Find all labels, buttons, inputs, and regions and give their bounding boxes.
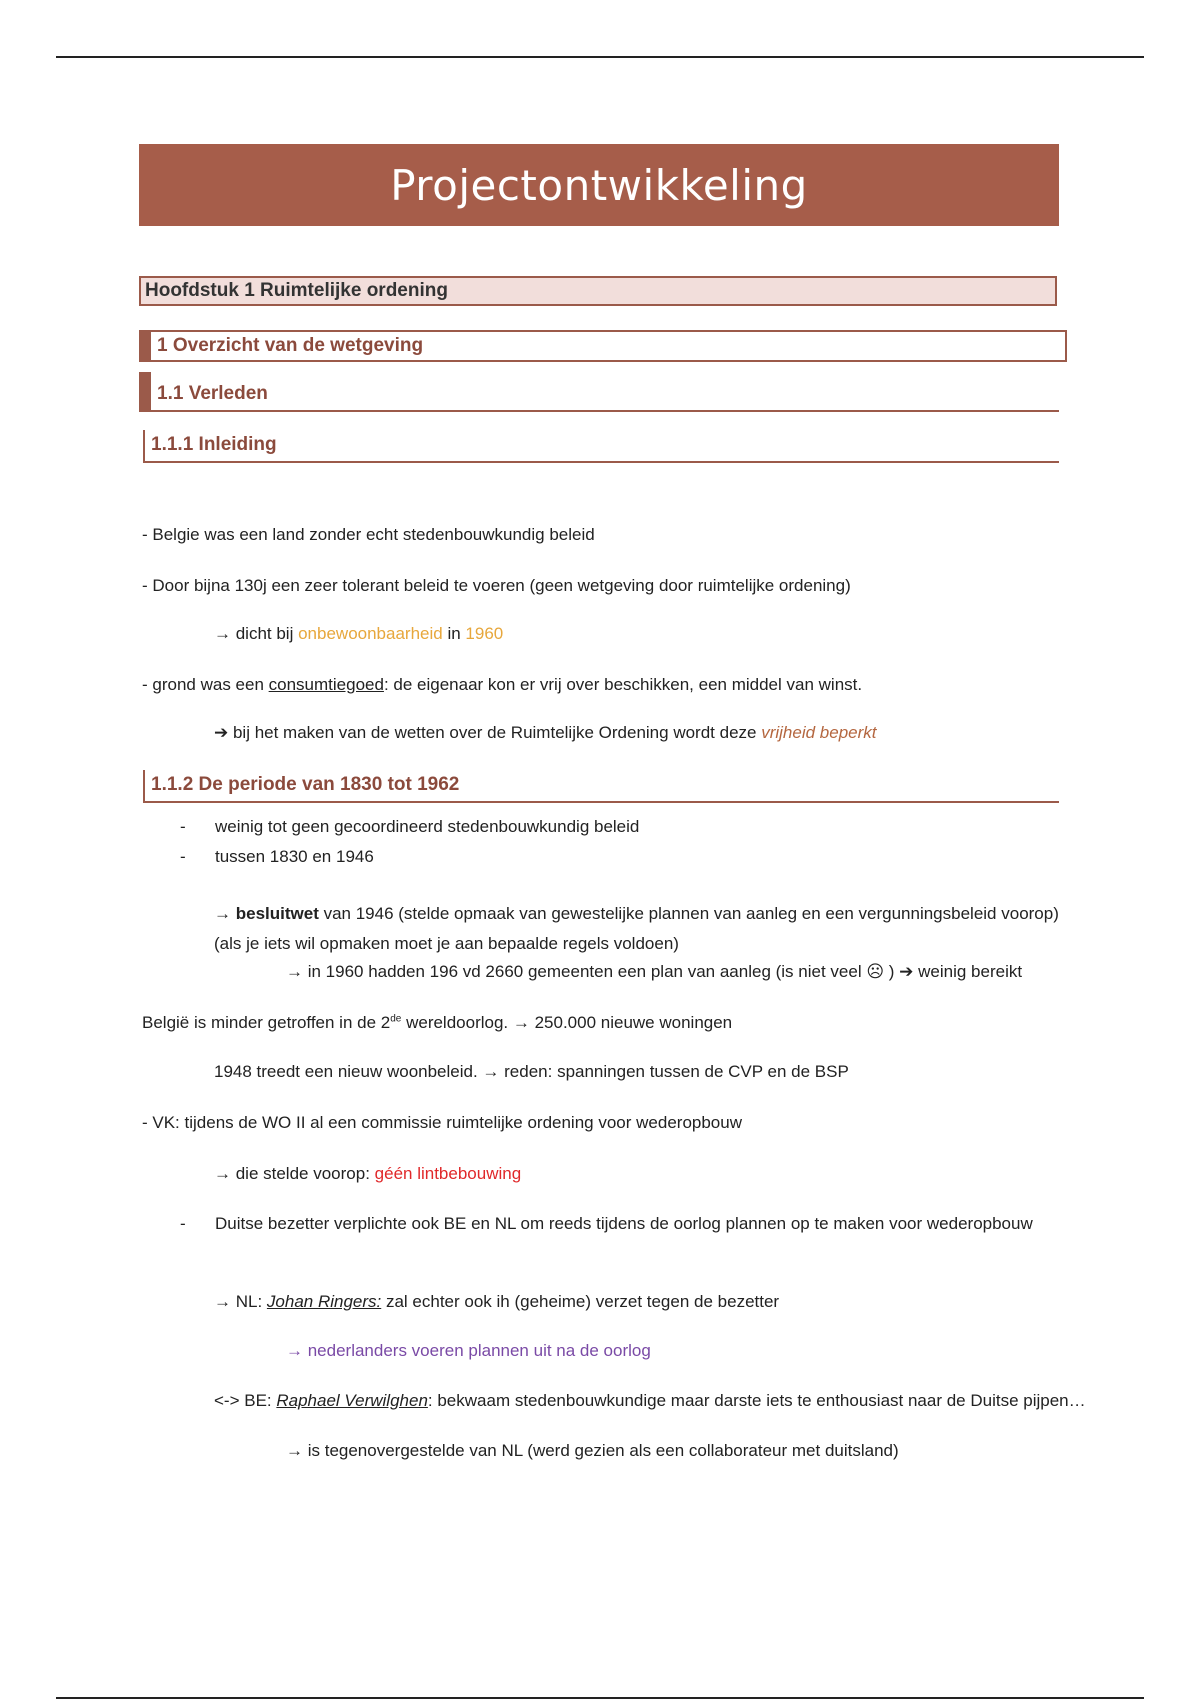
- line-onbewoonbaar: → dicht bij onbewoonbaarheid in 1960: [214, 624, 504, 643]
- line-verwilghen: <-> BE: Raphael Verwilghen: bekwaam stedenbouwkundige maar darste iets te enthousiast naar de Duitse pijpen…: [214, 1391, 1086, 1410]
- bottom-rule: [56, 1697, 1144, 1699]
- bullet-dash: -: [180, 1214, 186, 1233]
- line-regels: (als je iets wil opmaken moet je aan bepaalde regels voldoen): [214, 934, 679, 953]
- bullet-tussen: tussen 1830 en 1946: [215, 847, 374, 866]
- section-heading-1-1-1: 1.1.1 Inleiding: [143, 430, 1059, 463]
- line-besluitwet: → besluitwet van 1946 (stelde opmaak van gewestelijke plannen van aanleg en een vergunningsbeleid voorop): [214, 904, 1059, 923]
- line-woonbeleid: 1948 treedt een nieuw woonbeleid. → reden: spanningen tussen de CVP en de BSP: [214, 1062, 849, 1081]
- line-lintbebouwing: → die stelde voorop: géén lintbebouwing: [214, 1164, 522, 1183]
- line-wereldoorlog: België is minder getroffen in de 2de wereldoorlog. → 250.000 nieuwe woningen: [142, 1013, 733, 1032]
- line-vrijheid: ➔ bij het maken van de wetten over de Ruimtelijke Ordening wordt deze vrijheid beperkt: [214, 723, 877, 742]
- line-vk: - VK: tijdens de WO II al een commissie ruimtelijke ordening voor wederopbouw: [142, 1113, 742, 1132]
- line-consumtiegoed: - grond was een consumtiegoed: de eigenaar kon er vrij over beschikken, een middel van winst.: [142, 675, 863, 694]
- section-heading-1-1: 1.1 Verleden: [139, 372, 1059, 412]
- document-title: Projectontwikkeling: [139, 144, 1059, 226]
- line-collaborateur: → is tegenovergestelde van NL (werd gezien als een collaborateur met duitsland): [286, 1441, 899, 1460]
- line-tolerant: - Door bijna 130j een zeer tolerant beleid te voeren (geen wetgeving door ruimtelijke ordening): [142, 576, 851, 595]
- bullet-dash: -: [180, 817, 186, 836]
- chapter-heading: Hoofdstuk 1 Ruimtelijke ordening: [139, 276, 1057, 306]
- line-belgie: - Belgie was een land zonder echt stedenbouwkundig beleid: [142, 525, 595, 544]
- bullet-weinig: weinig tot geen gecoordineerd stedenbouwkundig beleid: [215, 817, 640, 836]
- bullet-duitse-bezetter: Duitse bezetter verplichte ook BE en NL om reeds tijdens de oorlog plannen op te maken voor wederopbouw: [215, 1214, 1033, 1233]
- section-heading-1: 1 Overzicht van de wetgeving: [139, 330, 1067, 362]
- line-plan-van-aanleg: → in 1960 hadden 196 vd 2660 gemeenten een plan van aanleg (is niet veel ☹ ) ➔ weinig bereikt: [286, 962, 1023, 981]
- bullet-dash: -: [180, 847, 186, 866]
- top-rule: [56, 56, 1144, 58]
- line-nederlanders: → nederlanders voeren plannen uit na de oorlog: [286, 1341, 651, 1360]
- line-ringers: → NL: Johan Ringers: zal echter ook ih (geheime) verzet tegen de bezetter: [214, 1292, 780, 1311]
- section-heading-1-1-2: 1.1.2 De periode van 1830 tot 1962: [143, 770, 1059, 803]
